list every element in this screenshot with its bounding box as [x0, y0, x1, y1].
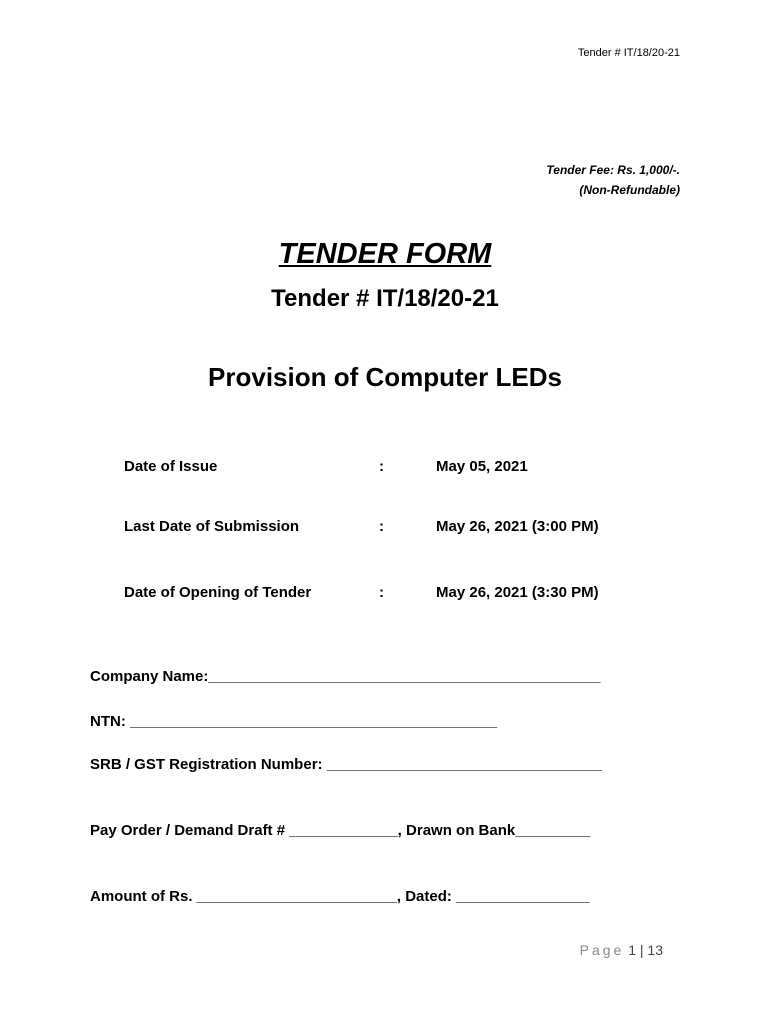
tender-fee-block	[546, 160, 680, 200]
pay-order-field: Pay Order / Demand Draft # _____________, Drawn on Bank_________	[90, 822, 591, 839]
date-separator: :	[379, 518, 384, 535]
tender-fee-text: Tender Fee: Rs. 1,000/-.	[546, 163, 680, 177]
amount-field: Amount of Rs. ________________________, Dated: ________________	[90, 888, 590, 905]
date-value: May 26, 2021 (3:30 PM)	[436, 584, 599, 601]
ntn-field: NTN: ____________________________________________	[90, 713, 498, 730]
date-value: May 26, 2021 (3:00 PM)	[436, 518, 599, 535]
date-label: Date of Issue	[124, 458, 218, 475]
date-label: Last Date of Submission	[124, 518, 300, 535]
date-value: May 05, 2021	[436, 458, 528, 475]
srb-gst-field: SRB / GST Registration Number: _________________________________	[90, 756, 602, 773]
non-refundable-text: (Non-Refundable)	[579, 183, 680, 197]
page-separator: |	[639, 942, 644, 958]
company-name-field: Company Name:_______________________________________________	[90, 668, 601, 685]
date-separator: :	[379, 584, 384, 601]
page-total: 13	[647, 942, 663, 958]
header-tender-ref: Tender # IT/18/20-21	[577, 47, 680, 59]
page-title: TENDER FORM	[278, 238, 492, 270]
page-footer	[580, 942, 663, 958]
date-label: Date of Opening of Tender	[124, 584, 312, 601]
page-number: 1	[628, 942, 636, 958]
tender-number: Tender # IT/18/20-21	[271, 285, 499, 312]
date-separator: :	[379, 458, 384, 475]
page-word: Page	[579, 942, 625, 958]
project-title: Provision of Computer LEDs	[208, 362, 562, 392]
